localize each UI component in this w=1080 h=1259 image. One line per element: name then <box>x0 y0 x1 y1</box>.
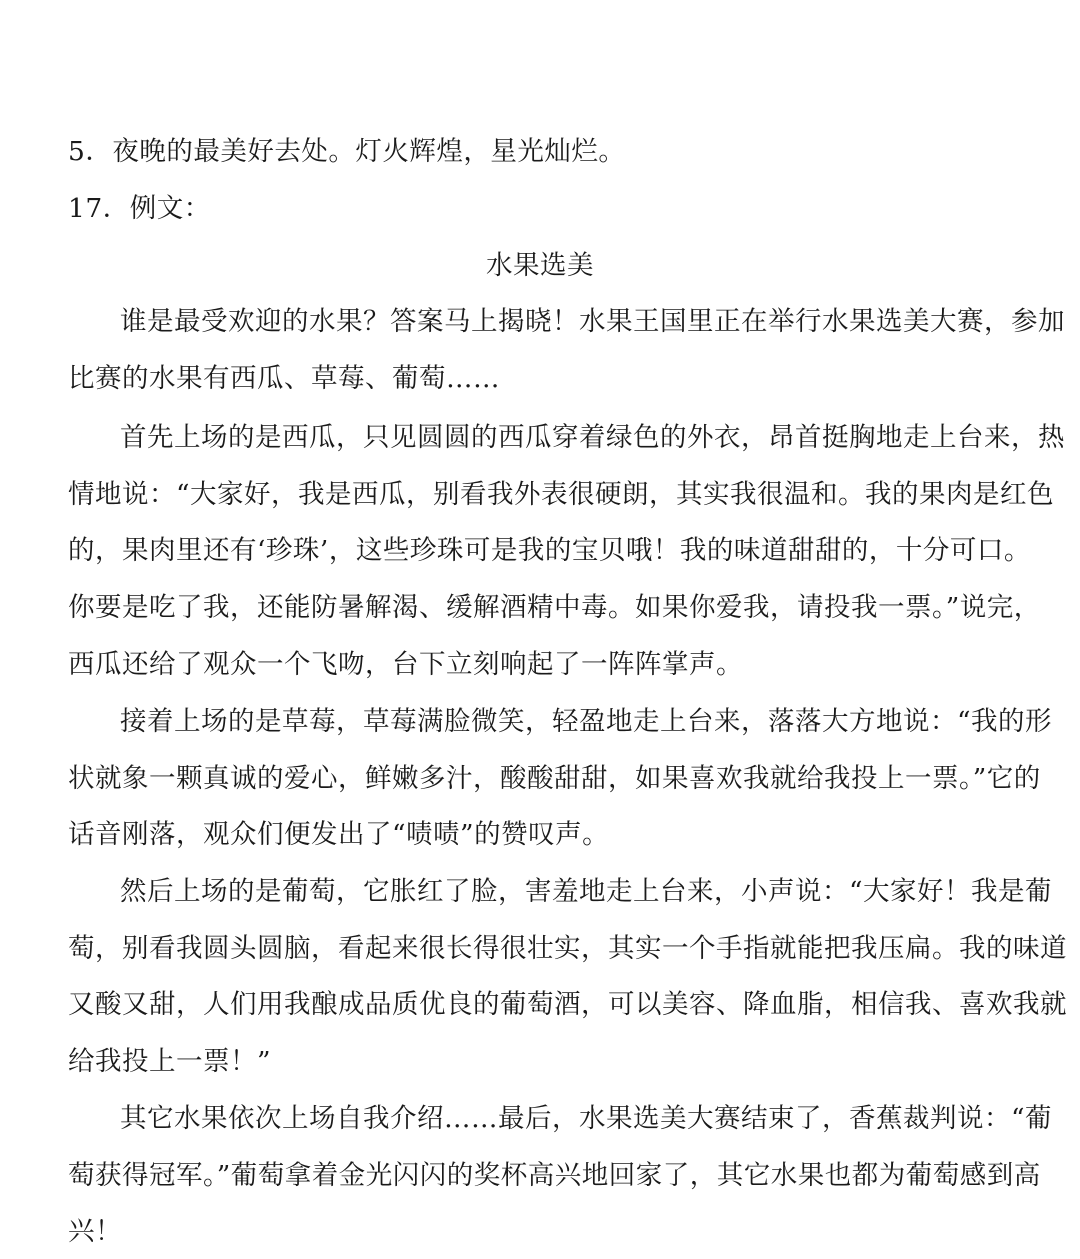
paragraph-line: 谁是最受欢迎的水果？答案马上揭晓！水果王国里正在举行水果选美大赛，参加 <box>120 306 1065 337</box>
paragraph-line: 兴！ <box>68 1216 122 1247</box>
paragraph-line: 又酸又甜，人们用我酿成品质优良的葡萄酒，可以美容、降血脂，相信我、喜欢我就 <box>68 989 1067 1020</box>
paragraph-line: 萄获得冠军。”葡萄拿着金光闪闪的奖杯高兴地回家了，其它水果也都为葡萄感到高 <box>68 1160 1041 1191</box>
paragraph-line: 然后上场的是葡萄，它胀红了脸，害羞地走上台来，小声说：“大家好！我是葡 <box>120 876 1053 907</box>
paragraph-line: 西瓜还给了观众一个飞吻，台下立刻响起了一阵阵掌声。 <box>68 649 743 680</box>
paragraph-line: 话音刚落，观众们便发出了“啧啧”的赞叹声。 <box>68 819 610 850</box>
paragraph-line: 首先上场的是西瓜，只见圆圆的西瓜穿着绿色的外衣，昂首挺胸地走上台来，热 <box>120 422 1065 453</box>
paragraph-line: 的，果肉里还有‘珍珠’，这些珍珠可是我的宝贝哦！我的味道甜甜的，十分可口。 <box>68 535 1031 566</box>
paragraph-line: 接着上场的是草莓，草莓满脸微笑，轻盈地走上台来，落落大方地说：“我的形 <box>120 706 1053 737</box>
paragraph-line: 状就象一颗真诚的爱心，鲜嫩多汁，酸酸甜甜，如果喜欢我就给我投上一票。”它的 <box>68 763 1041 794</box>
answer-17-label: 17．例文： <box>68 193 211 224</box>
essay-title: 水果选美 <box>486 250 594 281</box>
answer-5: 5．夜晚的最美好去处。灯火辉煌，星光灿烂。 <box>68 136 626 167</box>
paragraph-line: 你要是吃了我，还能防暑解渴、缓解酒精中毒。如果你爱我，请投我一票。”说完， <box>68 592 1041 623</box>
paragraph-line: 比赛的水果有西瓜、草莓、葡萄…… <box>68 363 500 394</box>
paragraph-line: 其它水果依次上场自我介绍……最后，水果选美大赛结束了，香蕉裁判说：“葡 <box>120 1103 1053 1134</box>
paragraph-line: 萄，别看我圆头圆脑，看起来很长得很壮实，其实一个手指就能把我压扁。我的味道 <box>68 933 1067 964</box>
paragraph-line: 情地说：“大家好，我是西瓜，别看我外表很硬朗，其实我很温和。我的果肉是红色 <box>68 479 1055 510</box>
paragraph-line: 给我投上一票！” <box>68 1046 272 1077</box>
